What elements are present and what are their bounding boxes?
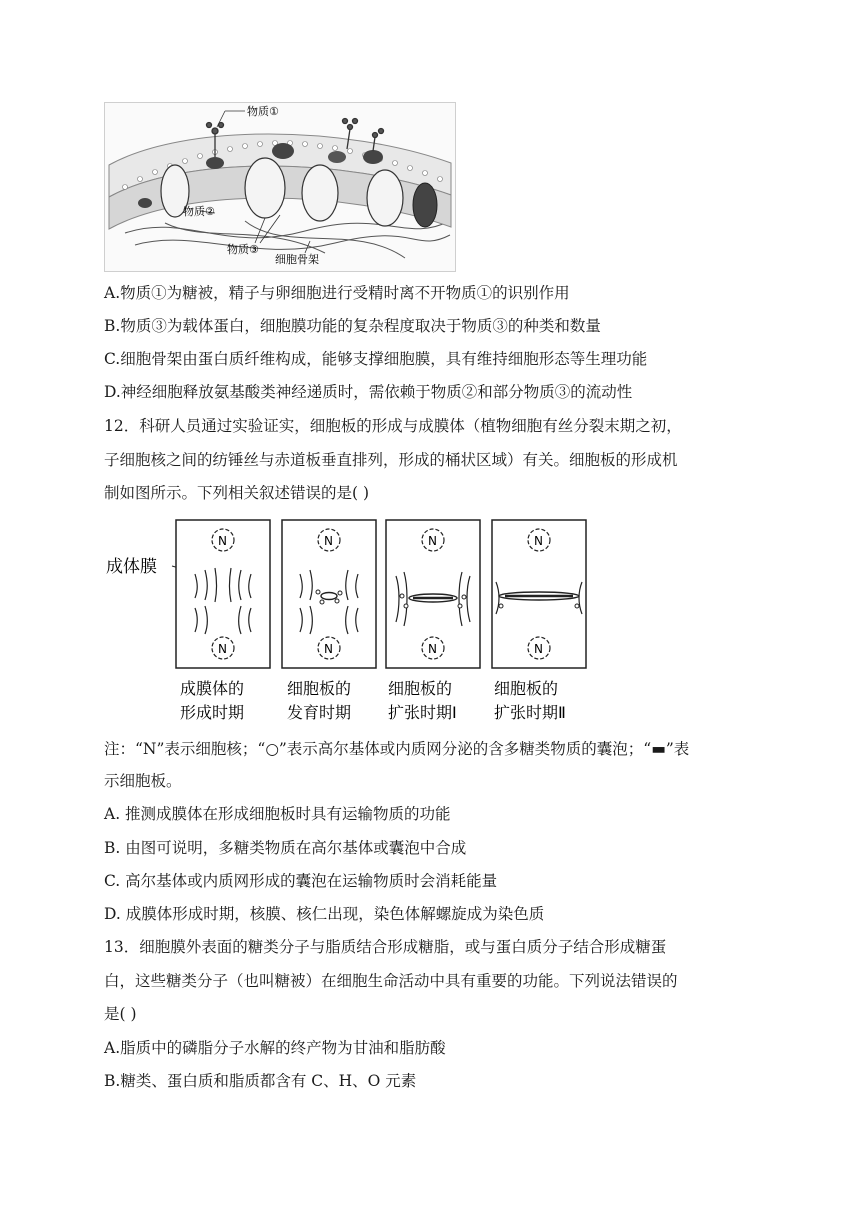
panel-captions (180, 679, 566, 722)
nucleus-letter: N (324, 642, 333, 656)
side-label-phragmoplast: 成体膜 (106, 557, 157, 577)
panel-3 (386, 520, 480, 668)
membrane-diagram (105, 103, 455, 271)
q12-stem-line3: 制如图所示。下列相关叙述错误的是( ) (104, 484, 370, 502)
q12-option-b: B. 由图可说明，多糖类物质在高尔基体或囊泡中合成 (104, 839, 467, 857)
q12-stem-line1: 12．科研人员通过实验证实，细胞板的形成与成膜体（植物细胞有丝分裂末期之初， (104, 417, 682, 435)
cell-plate-diagram (100, 516, 600, 726)
q11-option-d: D.神经细胞释放氨基酸类神经递质时，需依赖于物质②和部分物质③的流动性 (104, 383, 633, 401)
nucleus-letter: N (534, 642, 543, 656)
cell-plate-figure (100, 516, 600, 726)
panel-4 (492, 520, 586, 668)
q13-stem-line2: 白，这些糖类分子（也叫糖被）在细胞生命活动中具有重要的功能。下列说法错误的 (104, 972, 678, 990)
q13-stem-line3: 是( ) (104, 1005, 137, 1023)
panel-1-caption-line2: 形成时期 (180, 703, 245, 722)
q11-option-b: B.物质③为载体蛋白，细胞膜功能的复杂程度取决于物质③的种类和数量 (104, 317, 601, 335)
q12-option-d: D. 成膜体形成时期，核膜、核仁出现，染色体解螺旋成为染色质 (104, 905, 545, 923)
q11-option-c: C.细胞骨架由蛋白质纤维构成，能够支撑细胞膜，具有维持细胞形态等生理功能 (104, 350, 648, 368)
q12-option-a: A. 推测成膜体在形成细胞板时具有运输物质的功能 (104, 805, 451, 823)
nucleus-letter: N (218, 642, 227, 656)
label-substance1: 物质① (247, 105, 279, 118)
q11-option-a: A.物质①为糖被，精子与卵细胞进行受精时离不开物质①的识别作用 (104, 284, 570, 302)
panel-3-caption-line1: 细胞板的 (388, 679, 453, 698)
panel-2 (282, 520, 376, 668)
label-substance2: 物质② (183, 205, 215, 218)
nucleus-letter: N (534, 534, 543, 548)
nucleus-letter: N (428, 534, 437, 548)
panel-2-caption-line2: 发育时期 (287, 703, 352, 722)
nucleus-letter: N (218, 534, 227, 548)
label-substance3: 物质③ (227, 243, 259, 256)
panel-4-caption-line1: 细胞板的 (494, 679, 559, 698)
q12-option-c: C. 高尔基体或内质网形成的囊泡在运输物质时会消耗能量 (104, 872, 498, 890)
panel-4-caption-line2: 扩张时期Ⅱ (494, 703, 566, 722)
q13-option-b: B.糖类、蛋白质和脂质都含有 C、H、O 元素 (104, 1072, 417, 1090)
q13-stem-line1: 13．细胞膜外表面的糖类分子与脂质结合形成糖脂，或与蛋白质分子结合形成糖蛋 (104, 938, 667, 956)
cell-membrane-figure (104, 102, 456, 272)
q12-stem-line2: 子细胞核之间的纺锤丝与赤道板垂直排列，形成的桶状区域）有关。细胞板的形成机 (104, 451, 678, 469)
q13-option-a: A.脂质中的磷脂分子水解的终产物为甘油和脂肪酸 (104, 1039, 446, 1057)
panel-1 (176, 520, 270, 668)
panel-1-caption-line1: 成膜体的 (180, 679, 245, 698)
label-cytoskeleton: 细胞骨架 (275, 253, 319, 266)
nucleus-letter: N (428, 642, 437, 656)
q12-note-line2: 示细胞板。 (104, 772, 182, 790)
panel-3-caption-line2: 扩张时期Ⅰ (388, 703, 457, 722)
q12-note-line1: 注：“N”表示细胞核；“○”表示高尔基体或内质网分泌的含多糖类物质的囊泡；“▬”表 (104, 740, 690, 758)
nucleus-letter: N (324, 534, 333, 548)
panel-2-caption-line1: 细胞板的 (287, 679, 352, 698)
